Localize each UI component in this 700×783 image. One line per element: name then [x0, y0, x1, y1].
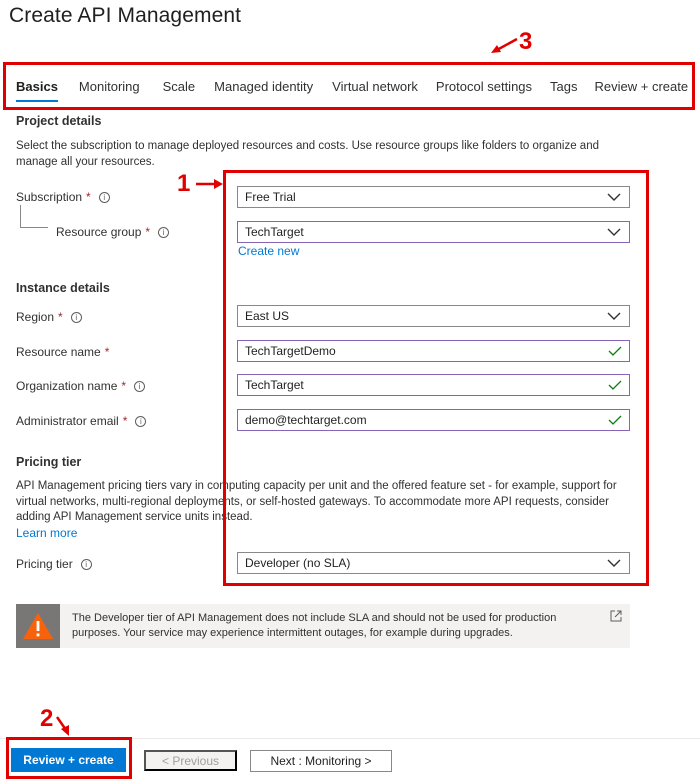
next-monitoring-button[interactable]: Next : Monitoring >	[250, 750, 392, 772]
tab-scale[interactable]: Scale	[162, 78, 196, 94]
page-title: Create API Management	[9, 4, 242, 27]
tab-managed-identity[interactable]: Managed identity	[214, 78, 314, 94]
required-marker: *	[121, 379, 127, 393]
required-marker: *	[145, 225, 151, 239]
review-create-button[interactable]: Review + create	[11, 748, 126, 772]
info-icon[interactable]: i	[134, 381, 145, 392]
external-link-icon[interactable]	[610, 610, 622, 622]
required-marker: *	[122, 414, 128, 428]
annotation-arrow-icon	[54, 715, 72, 737]
info-icon[interactable]: i	[71, 312, 82, 323]
organization-name-input[interactable]: TechTarget	[237, 374, 630, 396]
create-new-link[interactable]: Create new	[238, 244, 300, 258]
tab-review-create[interactable]: Review + create	[594, 78, 689, 94]
resource-group-label: Resource group * i	[56, 225, 169, 239]
previous-button[interactable]: < Previous	[144, 750, 237, 771]
subscription-select[interactable]: Free Trial	[237, 186, 630, 208]
annotation-number-3: 3	[519, 28, 533, 55]
annotation-number-2: 2	[40, 705, 54, 732]
tab-tags[interactable]: Tags	[550, 78, 578, 94]
pricing-tier-select[interactable]: Developer (no SLA)	[237, 552, 630, 574]
project-details-description: Select the subscription to manage deployed resources and costs. Use resource groups like folders to organize and manage all your resources.	[16, 140, 599, 168]
required-marker: *	[58, 310, 63, 324]
administrator-email-label: Administrator email * i	[16, 414, 146, 428]
resource-name-input[interactable]: TechTargetDemo	[237, 340, 630, 362]
info-icon[interactable]: i	[158, 227, 169, 238]
pricing-tier-label: Pricing tier i	[16, 557, 92, 571]
tree-connector	[20, 227, 48, 228]
info-icon[interactable]: i	[99, 192, 110, 203]
warning-banner	[16, 604, 630, 648]
annotation-number-1: 1	[177, 170, 191, 197]
tree-connector	[20, 205, 21, 227]
pricing-tier-description: API Management pricing tiers vary in computing capacity per unit and the offered feature set - for example, support for virtual networks, multi-regional deployments, or self-hosted gateways. To accommodate more API requests, consider adding API Management service units instead.	[16, 480, 617, 523]
warning-icon	[16, 604, 60, 648]
annotation-box-1	[223, 170, 649, 586]
resource-group-select[interactable]: TechTarget	[237, 221, 630, 243]
region-select[interactable]: East US	[237, 305, 630, 327]
required-marker: *	[86, 190, 91, 204]
tab-basics[interactable]: Basics	[8, 66, 66, 106]
info-icon[interactable]: i	[135, 416, 146, 427]
required-marker: *	[104, 345, 110, 359]
subscription-label: Subscription * i	[16, 190, 110, 204]
info-icon[interactable]: i	[81, 559, 92, 570]
tab-monitoring[interactable]: Monitoring	[78, 78, 140, 94]
pricing-tier-heading: Pricing tier	[16, 455, 82, 469]
warning-text: The Developer tier of API Management does not include SLA and should not be used for production purposes. Your service may experience intermittent outages, for example during upgrades.	[72, 612, 557, 639]
organization-name-label: Organization name * i	[16, 379, 145, 393]
annotation-box-2	[6, 737, 132, 779]
region-label: Region * i	[16, 310, 82, 324]
resource-name-label: Resource name *	[16, 345, 110, 359]
annotation-arrow-icon	[195, 176, 225, 192]
annotation-box-3	[3, 62, 695, 110]
project-details-heading: Project details	[16, 114, 102, 128]
instance-details-heading: Instance details	[16, 281, 110, 295]
administrator-email-input[interactable]: demo@techtarget.com	[237, 409, 630, 431]
annotation-arrow-icon	[489, 36, 519, 56]
tab-protocol-settings[interactable]: Protocol settings	[435, 78, 533, 94]
tab-virtual-network[interactable]: Virtual network	[332, 78, 418, 94]
learn-more-link[interactable]: Learn more	[16, 526, 78, 540]
